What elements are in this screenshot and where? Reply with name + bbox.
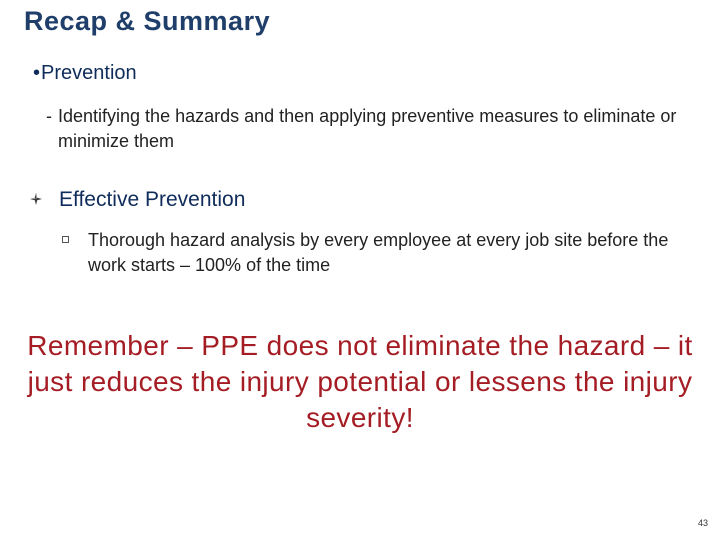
bullet-icon: • <box>33 62 41 84</box>
effective-prevention-detail <box>62 228 682 278</box>
prevention-heading <box>33 62 137 85</box>
page-number: 43 <box>697 518 708 528</box>
star-bullet-icon <box>30 193 42 205</box>
square-bullet-icon <box>62 236 69 243</box>
effective-prevention-label: Effective Prevention <box>59 188 246 211</box>
ppe-callout: Remember – PPE does not eliminate the hazard – it just reduces the injury potential or lessens the injury severity! <box>27 330 693 433</box>
prevention-detail-text: Identifying the hazards and then applying preventive measures to eliminate or minimize them <box>58 106 677 151</box>
slide-title: Recap & Summary <box>24 6 271 36</box>
effective-prevention-detail-text: Thorough hazard analysis by every employee at every job site before the work starts – 100% of the time <box>88 230 669 275</box>
effective-prevention-heading <box>30 188 245 212</box>
prevention-detail <box>46 104 686 154</box>
dash-bullet: - <box>46 106 52 126</box>
prevention-label: Prevention <box>41 62 137 84</box>
